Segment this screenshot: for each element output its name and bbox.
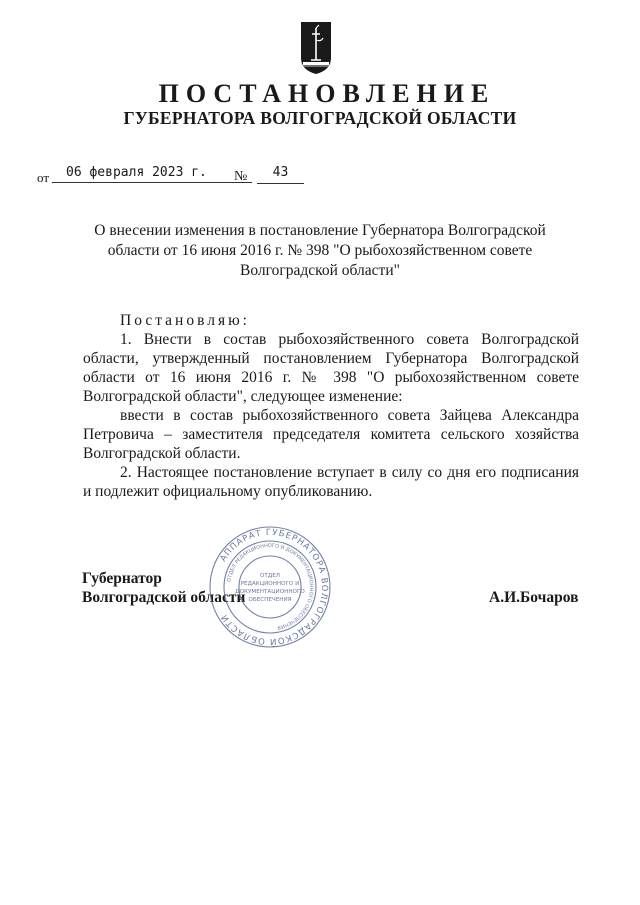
decree-word: Постановляю: — [120, 312, 250, 329]
volgograd-emblem-icon — [299, 20, 333, 76]
position-line-1: Губернатор — [82, 570, 162, 587]
seal-center-line-3: ДОКУМЕНТАЦИОННОГО — [235, 589, 305, 595]
subject-line-3: Волгоградской области" — [240, 262, 400, 279]
document-subject — [70, 221, 570, 281]
subject-line-1: О внесении изменения в постановление Губернатора Волгоградской — [94, 222, 546, 239]
paragraph-2: ввести в состав рыбохозяйственного совета Зайцева Александра Петровича – заместителя председателя комитета сельского хозяйства Волгоградской области. — [83, 407, 579, 462]
document-number: 43 — [257, 165, 304, 184]
paragraph-1: 1. Внести в состав рыбохозяйственного совета Волгоградской области, утвержденный постановлением Губернатора Волгоградской области от 16 июня 2016 г. № 398 "О рыбохозяйственном совете Волгоградской области", следующее изменение: — [83, 331, 579, 405]
document-title: ПОСТАНОВЛЕНИЕ — [158, 79, 496, 108]
signatory-name: А.И.Бочаров — [489, 589, 579, 606]
seal-outer-text: АППАРАТ ГУБЕРНАТОРА ВОЛГОГРАДСКОЙ ОБЛАСТИ — [218, 527, 330, 647]
document-meta — [37, 164, 337, 186]
paragraph-3: 2. Настоящее постановление вступает в силу со дня его подписания и подлежит официальному опубликованию. — [83, 464, 579, 500]
date-prefix: от — [37, 170, 50, 185]
position-line-2: Волгоградской области — [82, 589, 246, 606]
document-subtitle: ГУБЕРНАТОРА ВОЛГОГРАДСКОЙ ОБЛАСТИ — [123, 108, 517, 128]
seal-center-line-4: ОБЕСПЕЧЕНИЯ — [248, 597, 292, 603]
seal-ring-text: ОТДЕЛ РЕДАКЦИОННОГО И ДОКУМЕНТАЦИОННОГО ОБЕСПЕЧЕНИЯ — [226, 542, 315, 631]
document-date: 06 февраля 2023 г. — [52, 165, 252, 183]
official-seal-stamp — [205, 522, 335, 652]
number-prefix: № — [234, 169, 248, 184]
seal-center-line-2: РЕДАКЦИОННОГО И — [240, 581, 300, 587]
document-body — [83, 311, 579, 501]
subject-line-2: области от 16 июня 2016 г. № 398 "О рыбохозяйственном совете — [107, 242, 533, 259]
seal-center-line-1: ОТДЕЛ — [260, 573, 280, 579]
